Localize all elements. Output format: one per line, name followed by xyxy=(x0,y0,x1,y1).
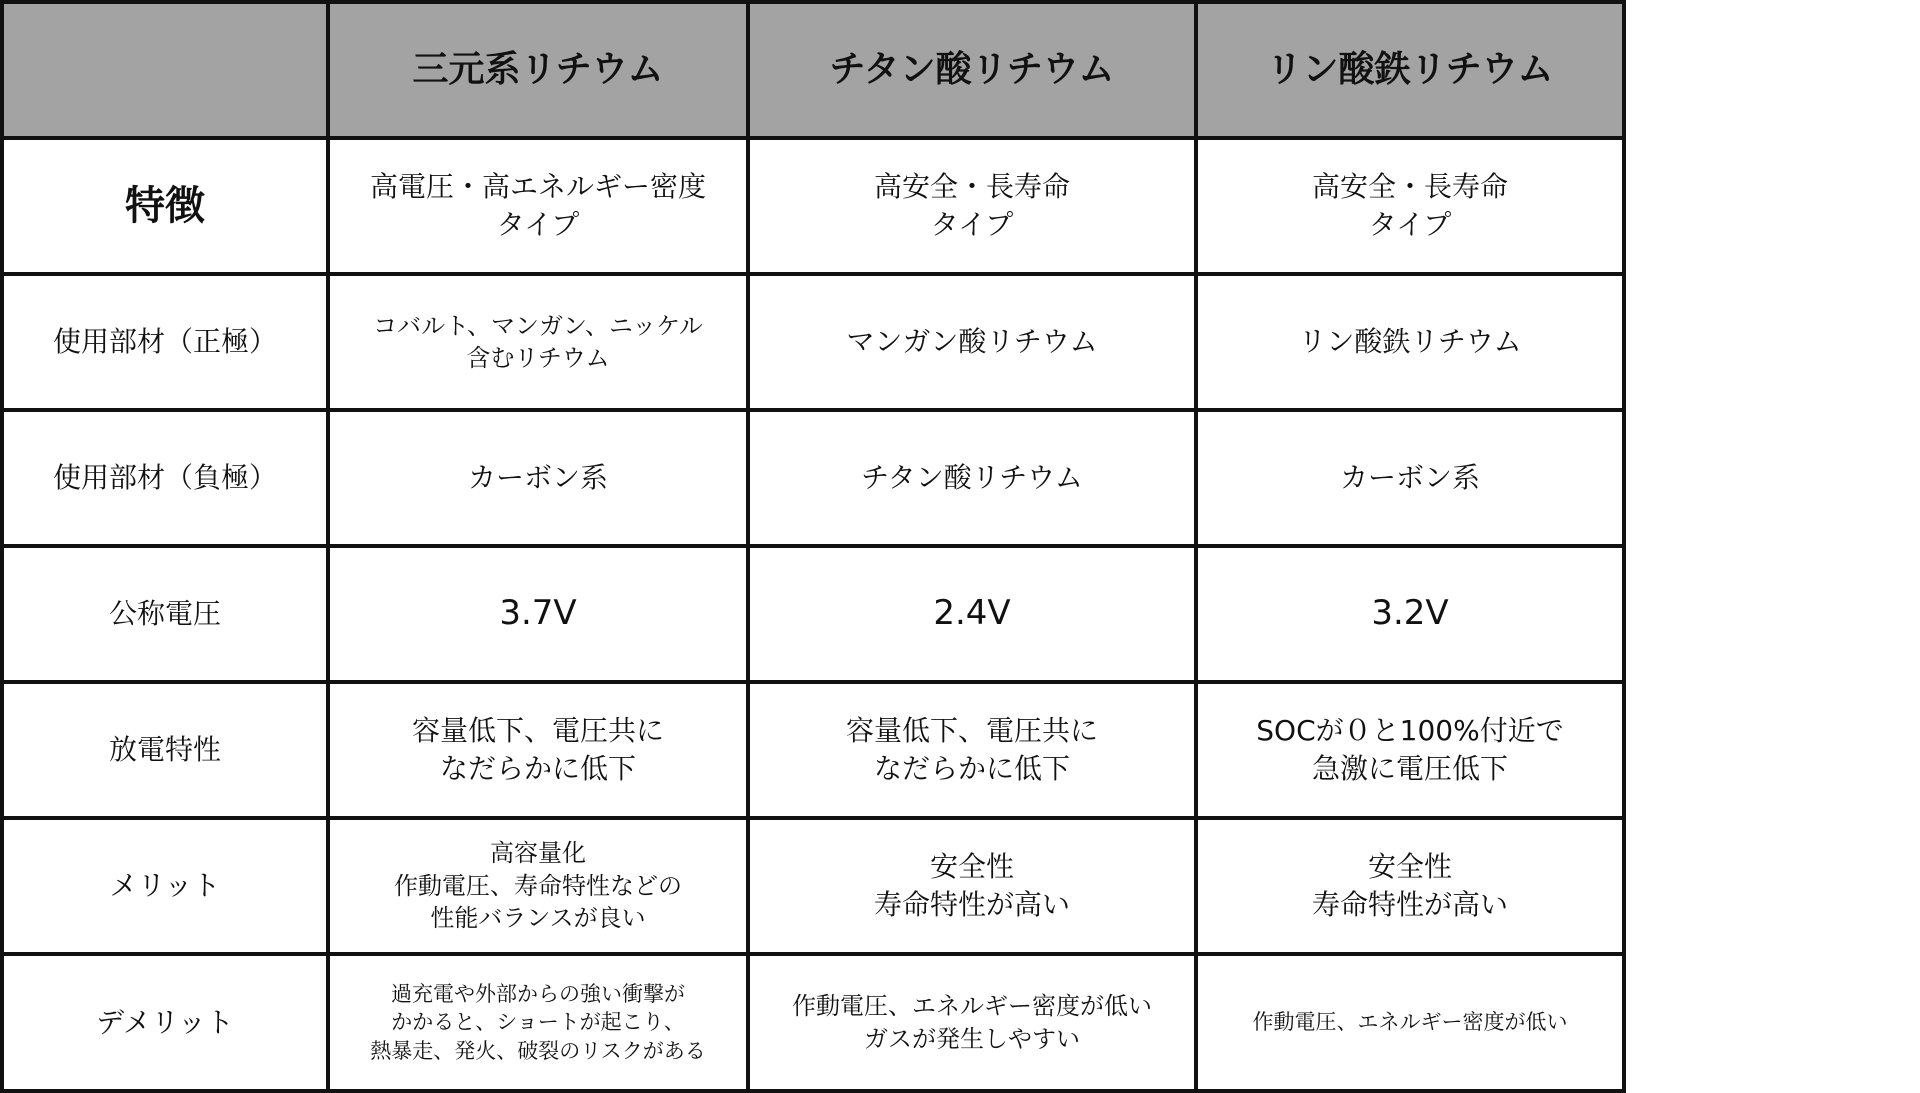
table-cell xyxy=(328,818,748,954)
table-row xyxy=(2,274,1624,410)
cell-line: 急激に電圧低下 xyxy=(1311,752,1508,785)
cell-line: タイプ xyxy=(496,208,580,241)
cell-line: 安全性 xyxy=(1367,850,1452,884)
table-row xyxy=(2,410,1624,546)
table-cell xyxy=(748,818,1196,954)
row-header-anode: 使用部材（負極） xyxy=(2,410,328,546)
table-cell xyxy=(748,274,1196,410)
table-cell xyxy=(748,954,1196,1091)
table-row xyxy=(2,818,1624,954)
cell-line: 高安全・長寿命 xyxy=(1311,170,1508,204)
cell-line: 作動電圧、エネルギー密度が低い xyxy=(792,992,1152,1021)
cell-line: かかると、ショートが起こり、 xyxy=(391,1010,685,1035)
table-cell xyxy=(748,682,1196,818)
table-cell xyxy=(328,410,748,546)
header-row xyxy=(2,2,1624,138)
table-cell xyxy=(1196,138,1624,274)
row-header-features: 特徴 xyxy=(2,138,328,274)
table-cell xyxy=(748,546,1196,682)
cell-line: 作動電圧、エネルギー密度が低い xyxy=(1252,1010,1568,1035)
cell-line: チタン酸リチウム xyxy=(861,461,1083,495)
cell-line: 高電圧・高エネルギー密度 xyxy=(369,170,706,204)
cell-line: 容量低下、電圧共に xyxy=(845,714,1098,748)
cell-line: 高容量化 xyxy=(490,839,586,868)
cell-line: ガスが発生しやすい xyxy=(864,1024,1080,1053)
cell-line: 安全性 xyxy=(929,850,1014,884)
table-cell xyxy=(1196,818,1624,954)
cell-line: 容量低下、電圧共に xyxy=(411,714,664,748)
table-cell xyxy=(328,138,748,274)
table-cell xyxy=(748,410,1196,546)
table-cell xyxy=(1196,954,1624,1091)
cell-line: 3.2V xyxy=(1371,593,1449,634)
table-cell xyxy=(1196,410,1624,546)
cell-line: タイプ xyxy=(1368,208,1452,241)
cell-line: リン酸鉄リチウム xyxy=(1298,325,1522,359)
table-cell xyxy=(1196,546,1624,682)
table-cell xyxy=(328,546,748,682)
cell-line: 性能バランスが良い xyxy=(430,904,646,933)
table-cell xyxy=(328,682,748,818)
table-row xyxy=(2,138,1624,274)
row-header-demerits: デメリット xyxy=(2,954,328,1091)
column-header-iron-phosphate: リン酸鉄リチウム xyxy=(1196,2,1624,138)
table-row xyxy=(2,682,1624,818)
cell-line: 寿命特性が高い xyxy=(873,888,1070,921)
cell-line: なだらかに低下 xyxy=(439,752,636,785)
cell-line: 含むリチウム xyxy=(466,344,610,372)
table-cell xyxy=(748,138,1196,274)
cell-line: 過充電や外部からの強い衝撃が xyxy=(391,981,685,1006)
table-cell xyxy=(1196,274,1624,410)
table-row xyxy=(2,954,1624,1091)
corner-cell xyxy=(2,2,328,138)
table-cell xyxy=(328,954,748,1091)
column-header-ternary: 三元系リチウム xyxy=(328,2,748,138)
table-row xyxy=(2,546,1624,682)
cell-line: 3.7V xyxy=(499,593,577,634)
cell-line: SOCが０と100%付近で xyxy=(1256,714,1564,748)
column-header-titanate: チタン酸リチウム xyxy=(748,2,1196,138)
cell-line: 作動電圧、寿命特性などの xyxy=(394,871,682,900)
cell-line: なだらかに低下 xyxy=(873,752,1070,785)
cell-line: 高安全・長寿命 xyxy=(873,170,1070,204)
cell-line: 熱暴走、発火、破裂のリスクがある xyxy=(370,1038,706,1063)
cell-line: マンガン酸リチウム xyxy=(846,325,1098,359)
cell-line: 寿命特性が高い xyxy=(1311,888,1508,921)
table-cell xyxy=(1196,682,1624,818)
cell-line: カーボン系 xyxy=(1339,461,1480,495)
cell-line: カーボン系 xyxy=(467,461,608,495)
table-cell xyxy=(328,274,748,410)
row-header-discharge: 放電特性 xyxy=(2,682,328,818)
cell-line: タイプ xyxy=(930,208,1014,241)
row-header-cathode: 使用部材（正極） xyxy=(2,274,328,410)
row-header-nominal-voltage: 公称電圧 xyxy=(2,546,328,682)
cell-line: 2.4V xyxy=(933,593,1011,634)
row-header-merits: メリット xyxy=(2,818,328,954)
cell-line: コバルト、マンガン、ニッケル xyxy=(373,311,703,340)
